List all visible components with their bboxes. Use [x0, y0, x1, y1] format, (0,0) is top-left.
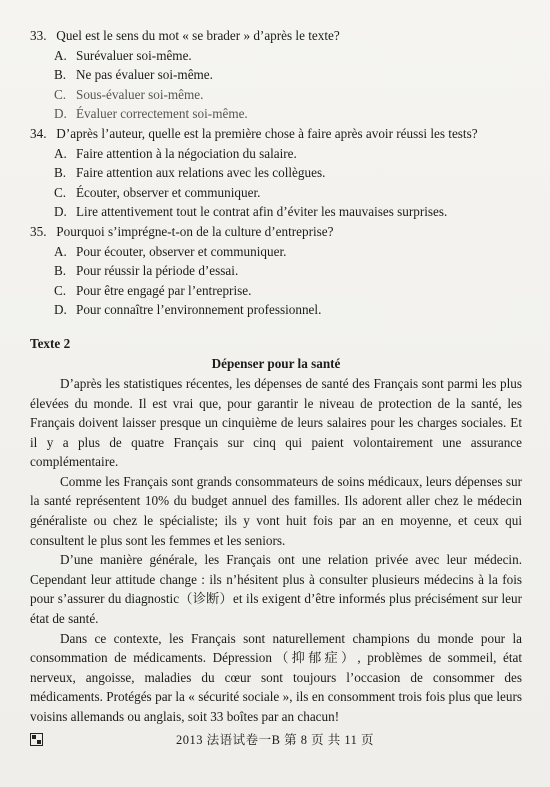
option-text: Ne pas évaluer soi-même.: [76, 67, 213, 83]
footer-page-info: 2013 法语试卷一B 第 8 页 共 11 页: [176, 733, 374, 747]
question-34: [30, 124, 522, 144]
option-text: Évaluer correctement soi-même.: [76, 106, 248, 122]
question-number: 33.: [30, 28, 47, 43]
option-35-c: [30, 281, 522, 301]
option-letter: A.: [54, 243, 67, 259]
option-35-a: [30, 242, 522, 262]
page-content: [30, 26, 522, 727]
page-footer: [0, 731, 550, 751]
option-letter: B.: [54, 165, 67, 181]
option-letter: D.: [54, 204, 67, 220]
option-text: Pour écouter, observer et communiquer.: [76, 243, 287, 259]
section-heading: Texte 2: [30, 335, 71, 351]
article-paragraph-2: Comme les Français sont grands consommateurs de soins médicaux, leurs dépenses sur la santé représentent 10% du budget annuel des familles. Ils adorent aller chez le médecin généraliste ou chez le spécialiste; ils y vont huit fois par an en moyenne, et ceux qui consultent le plus sont les femmes et les seniors.: [30, 473, 522, 548]
option-33-d: [30, 104, 522, 124]
question-35: [30, 222, 522, 242]
option-text: Surévaluer soi-même.: [76, 47, 192, 63]
option-33-b: [30, 65, 522, 85]
option-letter: B.: [54, 263, 67, 279]
option-letter: A.: [54, 145, 67, 161]
option-34-b: [30, 163, 522, 183]
option-text: Écouter, observer et communiquer.: [76, 184, 261, 200]
question-number: 35.: [30, 223, 47, 239]
option-34-d: [30, 202, 522, 222]
option-33-a: [30, 46, 522, 66]
question-text: D’après l’auteur, quelle est la première chose à faire après avoir réussi les tests?: [56, 125, 478, 141]
option-text: Lire attentivement tout le contrat afin d’éviter les mauvaises surprises.: [76, 204, 448, 220]
option-text: Pour réussir la période d’essai.: [76, 263, 239, 279]
option-letter: C.: [54, 184, 67, 200]
question-text: Quel est le sens du mot « se brader » d’après le texte?: [56, 28, 340, 43]
option-letter: A.: [54, 47, 67, 63]
option-text: Pour connaître l’environnement professionnel.: [76, 302, 322, 318]
option-letter: D.: [54, 302, 67, 318]
option-text: Sous-évaluer soi-même.: [76, 86, 204, 102]
question-number: 34.: [30, 125, 47, 141]
article-paragraph-4: Dans ce contexte, les Français sont naturellement champions du monde pour la consommation de médicaments. Dépression（抑郁症）, problèmes de sommeil, état nerveux, angoisse, maladies du cœur sont toujours l’occasion de consommer des médicaments. Protégés par la « sécurité sociale », ils en consomment trois fois plus que leurs voisins allemands ou anglais, soit 33 boîtes par an chacun!: [30, 630, 522, 724]
option-letter: C.: [54, 282, 67, 298]
option-text: Pour être engagé par l’entreprise.: [76, 282, 252, 298]
option-text: Faire attention à la négociation du salaire.: [76, 145, 297, 161]
option-34-c: [30, 183, 522, 203]
option-33-c: [30, 85, 522, 105]
section-spacer: [30, 320, 522, 330]
option-letter: D.: [54, 106, 67, 122]
article-title: Dépenser pour la santé: [211, 355, 341, 371]
option-letter: C.: [54, 86, 67, 102]
option-35-b: [30, 261, 522, 281]
option-35-d: [30, 300, 522, 320]
option-letter: B.: [54, 67, 67, 83]
article-paragraph-3: D’une manière générale, les Français ont une relation privée avec leur médecin. Cependant leur attitude change : ils n’hésitent plus à consulter plusieurs médecins à la fois pour s’assurer du diagnostic（诊断）et ils exigent d’être informés plus précisément sur leur état de santé.: [30, 552, 522, 627]
question-text: Pourquoi s’imprégne-t-on de la culture d’entreprise?: [56, 223, 334, 239]
option-text: Faire attention aux relations avec les collègues.: [76, 165, 326, 181]
question-33: [30, 26, 522, 46]
article-paragraph-1: D’après les statistiques récentes, les dépenses de santé des Français sont parmi les plus élevées du monde. Il est vrai que, pour garantir le niveau de protection de la santé, les Français doivent laisser presque un cinquième de leurs salaires pour les charges sociales. Et il y a plus de quatre Français sur cinq qui paient volontairement une assurance complémentaire.: [30, 375, 522, 470]
option-34-a: [30, 144, 522, 164]
